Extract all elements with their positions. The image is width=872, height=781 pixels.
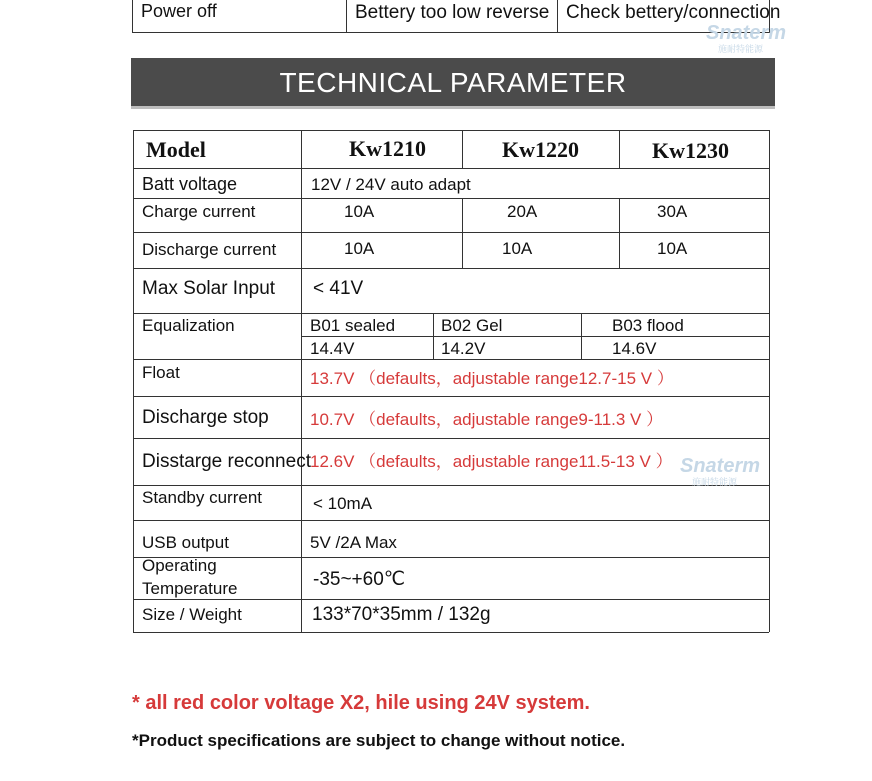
note-spec-change: *Product specifications are subject to change without notice. [132,731,626,750]
row-label-float: Float [142,363,180,382]
equalization-type-b03: B03 flood [612,316,684,335]
discharge-current-kw1230: 10A [657,239,688,258]
row-border [133,396,769,397]
row-label-size: Size / Weight [142,605,242,624]
row-label-discharge-stop: Discharge stop [142,407,269,428]
note-24v-system: * all red color voltage X2, hile using 24V system. [132,692,590,714]
row-border [133,232,769,233]
row-label-equalization: Equalization [142,316,235,335]
discharge-current-kw1220: 10A [502,239,533,258]
cell-border [132,0,133,32]
header-model: Model [146,137,206,162]
row-border [133,485,769,486]
row-label-max-solar: Max Solar Input [142,278,276,299]
cause-text: Bettery too low reverse [355,2,550,23]
col-border [619,198,620,268]
usb-value: 5V /2A Max [310,533,397,552]
equalization-type-b02: B02 Gel [441,316,503,335]
reconnect-value: 12.6V （defaults，adjustable range11.5-13 V ） [310,452,673,471]
col-border [769,130,770,632]
temp-value: -35~+60℃ [313,569,406,590]
row-label-standby: Standby current [142,488,263,507]
equalization-value-b02: 14.2V [441,339,486,358]
float-value: 13.7V （defaults，adjustable range12.7-15 V ） [310,369,674,388]
row-border [302,336,769,337]
equalization-type-b01: B01 sealed [310,316,396,335]
row-border [133,359,769,360]
discharge-current-kw1210: 10A [344,239,375,258]
standby-value: < 10mA [313,494,373,513]
row-border [133,168,769,169]
cell-border [132,32,770,33]
col-border [581,313,582,359]
row-label-charge-current: Charge current [142,202,256,221]
equalization-value-b03: 14.6V [612,339,657,358]
cell-border [557,0,558,32]
charge-current-kw1230: 30A [657,202,688,221]
col-border [433,313,434,359]
max-solar-value: < 41V [313,278,364,299]
watermark-subtext: 施耐特能源 [718,44,764,54]
col-border [462,198,463,268]
watermark-subtext: 施耐特能源 [692,477,738,487]
status-text: Power off [141,1,217,21]
watermark-logo: Snaterm [680,455,761,477]
header-kw1210: Kw1210 [349,136,426,161]
col-border [133,130,134,632]
col-border [301,130,302,632]
col-border [462,130,463,168]
section-title: TECHNICAL PARAMETER [279,67,627,98]
charge-current-kw1210: 10A [344,202,375,221]
watermark-logo: Snaterm [706,22,787,44]
row-border [133,438,769,439]
row-border [133,557,769,558]
row-label-temp-line1: Operating [142,556,217,575]
discharge-stop-value: 10.7V （defaults，adjustable range9-11.3 V ） [310,410,664,429]
row-border [133,198,769,199]
header-kw1220: Kw1220 [502,137,579,162]
batt-voltage-value: 12V / 24V auto adapt [311,175,471,194]
section-banner [131,58,775,109]
size-value: 133*70*35mm / 132g [312,604,491,625]
row-border [133,130,769,131]
row-label-discharge-current: Discharge current [142,240,277,259]
row-label-usb: USB output [142,533,229,552]
row-label-batt-voltage: Batt voltage [142,174,238,194]
header-kw1230: Kw1230 [652,138,729,163]
row-label-reconnect: Disstarge reconnect [142,451,311,472]
equalization-value-b01: 14.4V [310,339,355,358]
row-border [133,313,769,314]
row-border [133,599,769,600]
row-border [133,632,769,633]
cell-border [346,0,347,32]
charge-current-kw1220: 20A [507,202,538,221]
row-label-temp-line2: Temperature [142,579,238,598]
col-border [619,130,620,168]
row-border [133,268,769,269]
row-border [133,520,769,521]
solution-text: Check bettery/connection [566,2,781,23]
